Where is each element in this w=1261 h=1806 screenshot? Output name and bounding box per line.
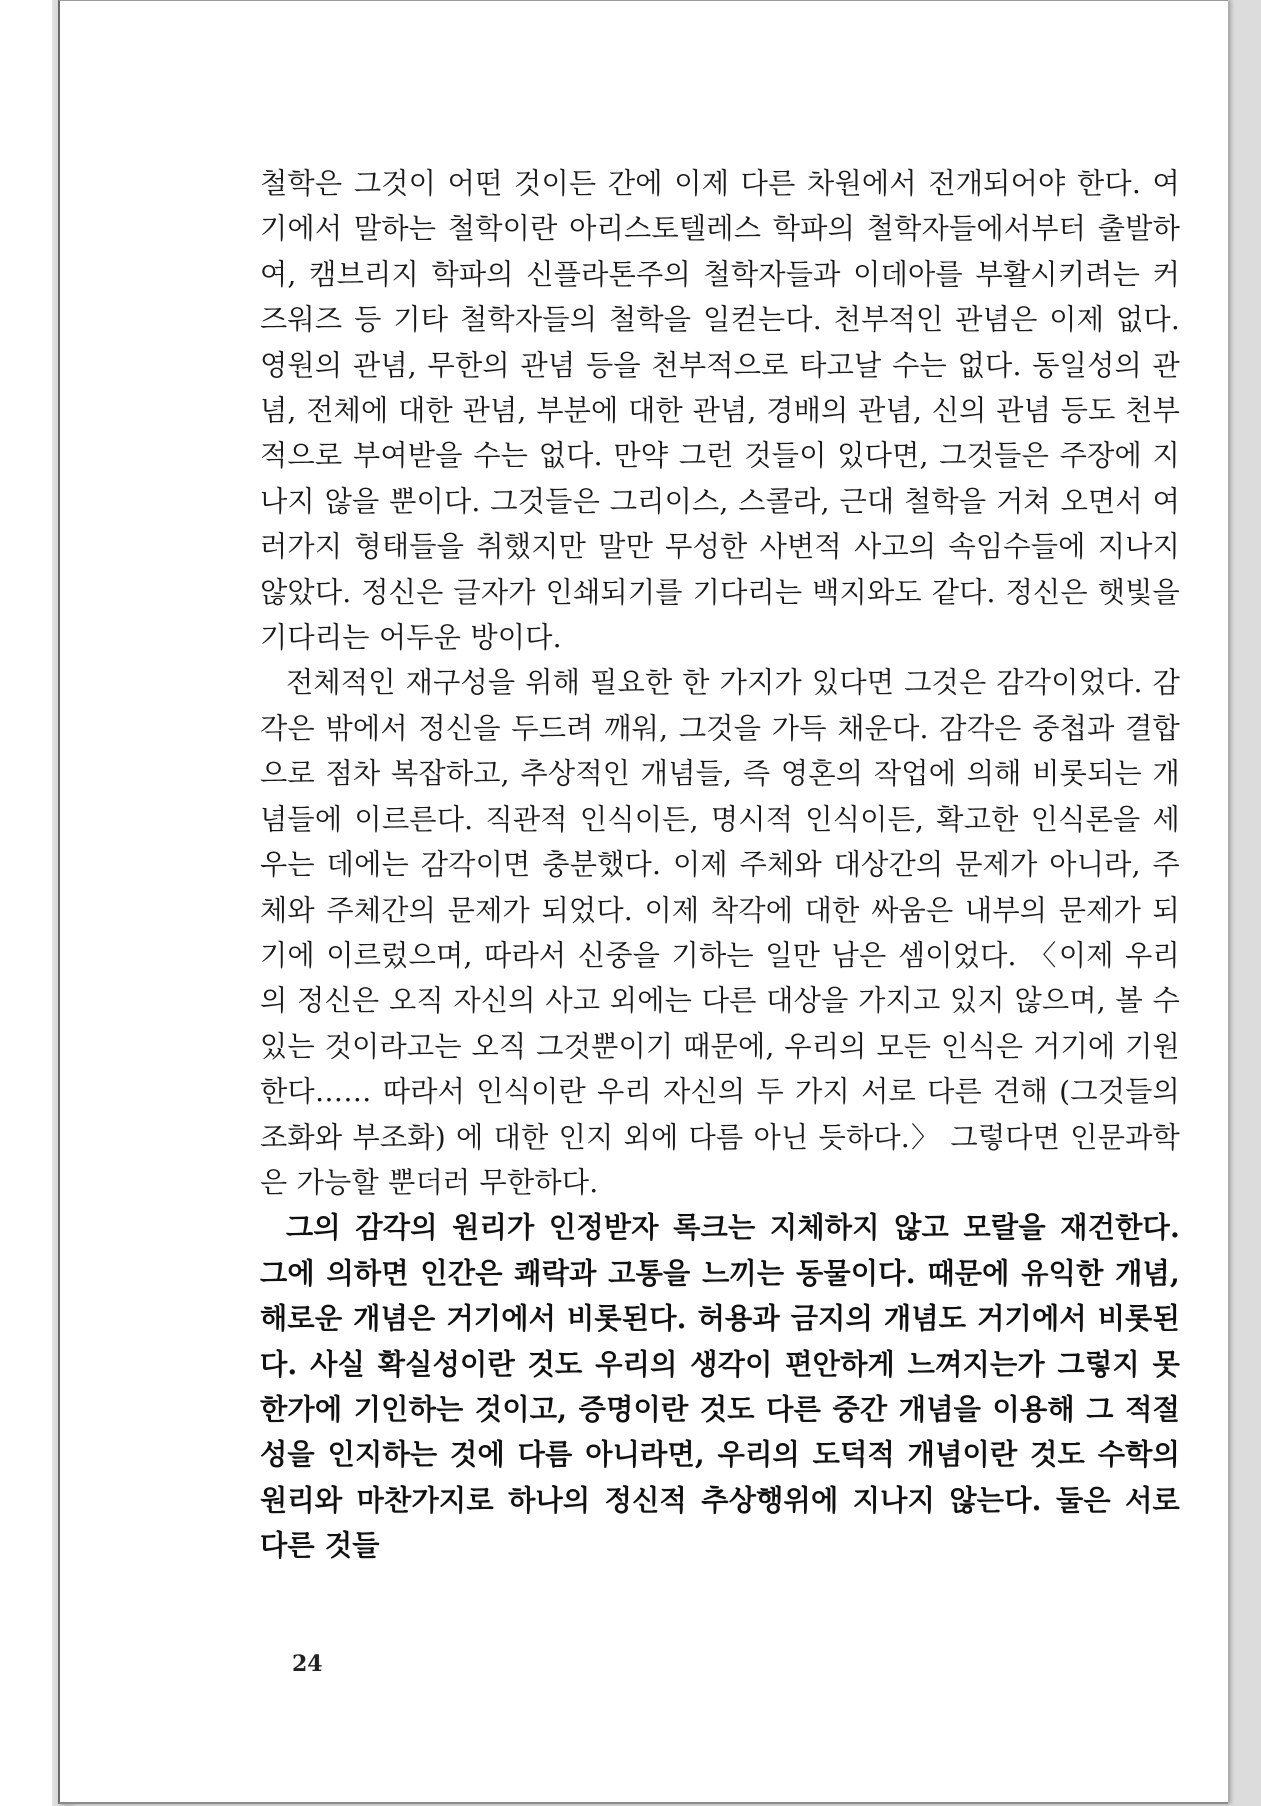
paragraph-2: 전체적인 재구성을 위해 필요한 한 가지가 있다면 그것은 감각이었다. 감각은 밖에서 정신을 두드려 깨워, 그것을 가득 채운다. 감각은 중첩과 결합으로 점차 복잡하고, 추상적인 개념들, 즉 영혼의 작업에 의해 비롯되는 개념들에 이르른다. 직관적 인식이든, 명시적 인식이든, 확고한 인식론을 세우는 데에는 감각이면 충분했다. 이제 주체와 대상간의 문제가 아니라, 주체와 주체간의 문제가 되었다. 이제 착각에 대한 싸움은 내부의 문제가 되기에 이르렀으며, 따라서 신중을 기하는 일만 남은 셈이었다. 〈이제 우리의 정신은 오직 자신의 사고 외에는 다른 대상을 가지고 있지 않으며, 볼 수 있는 것이라고는 오직 그것뿐이기 때문에, 우리의 모든 인식은 거기에 기원한다…… 따라서 인식이란 우리 자신의 두 가지 서로 다른 견해 (그것들의 조화와 부조화) 에 대한 인지 외에 다름 아닌 듯하다.〉 그렇다면 인문과학은 가능할 뿐더러 무한하다.: [260, 666, 1180, 1199]
page-number: 24: [292, 1651, 323, 1677]
paragraph-3: 그의 감각의 원리가 인정받자 록크는 지체하지 않고 모랄을 재건한다. 그에 의하면 인간은 쾌락과 고통을 느끼는 동물이다. 때문에 유익한 개념, 해로운 개념은 거기에서 비롯된다. 허용과 금지의 개념도 거기에서 비롯된다. 사실 확실성이란 것도 우리의 생각이 편안하게 느껴지는가 그렇지 못한가에 기인하는 것이고, 증명이란 것도 다른 중간 개념을 이용해 그 적절성을 인지하는 것에 다름 아니라면, 우리의 도덕적 개념이란 것도 수학의 원리와 마찬가지로 하나의 정신적 추상행위에 지나지 않는다. 둘은 서로 다른 것들: [260, 1211, 1181, 1563]
body-text: [260, 161, 1180, 1569]
book-page: [58, 0, 1228, 1804]
paragraph-1: 철학은 그것이 어떤 것이든 간에 이제 다른 차원에서 전개되어야 한다. 여기에서 말하는 철학이란 아리스토텔레스 학파의 철학자들에서부터 출발하여, 캠브리지 학파의 신플라톤주의 철학자들과 이데아를 부활시키려는 커즈워즈 등 기타 철학자들의 철학을 일컫는다. 천부적인 관념은 이제 없다. 영원의 관념, 무한의 관념 등을 천부적으로 타고날 수는 없다. 동일성의 관념, 전체에 대한 관념, 부분에 대한 관념, 경배의 관념, 신의 관념 등도 천부적으로 부여받을 수는 없다. 만약 그런 것들이 있다면, 그것들은 주장에 지나지 않을 뿐이다. 그것들은 그리이스, 스콜라, 근대 철학을 거쳐 오면서 여러가지 형태들을 취했지만 말만 무성한 사변적 사고의 속임수들에 지나지 않았다. 정신은 글자가 인쇄되기를 기다리는 백지와도 같다. 정신은 햇빛을 기다리는 어두운 방이다.: [260, 167, 1180, 655]
